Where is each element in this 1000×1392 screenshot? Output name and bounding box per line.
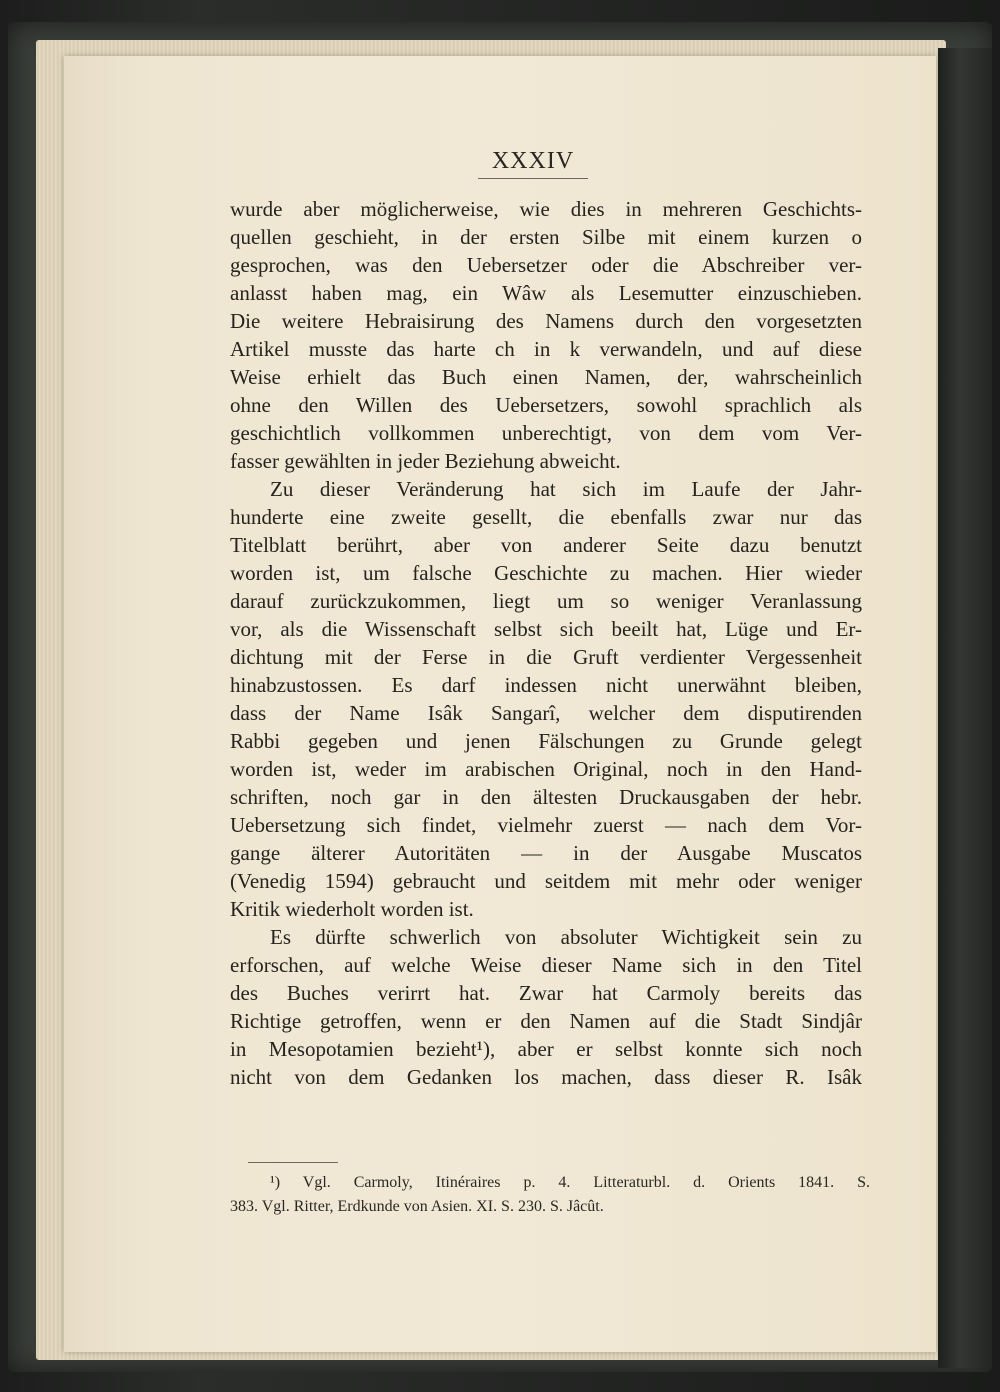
footnote-rule <box>248 1162 338 1163</box>
text-line: hunderte eine zweite gesellt, die ebenfalls zwar nur das <box>230 505 862 529</box>
text-line: (Venedig 1594) gebraucht und seitdem mit mehr oder weniger <box>230 869 862 893</box>
text-line: geschichtlich vollkommen unberechtigt, von dem vom Ver- <box>230 421 862 445</box>
page-number: XXXIV <box>491 148 575 174</box>
text-line: Kritik wiederholt worden ist. <box>230 897 474 921</box>
text-line: nicht von dem Gedanken los machen, dass dieser R. Isâk <box>230 1065 862 1089</box>
text-line: gesprochen, was den Uebersetzer oder die Abschreiber ver- <box>230 253 862 277</box>
text-line: schriften, noch gar in den ältesten Druckausgaben der hebr. <box>230 785 862 809</box>
text-line: Rabbi gegeben und jenen Fälschungen zu Grunde gelegt <box>230 729 862 753</box>
footnote-line: ¹) Vgl. Carmoly, Itinéraires p. 4. Litteraturbl. d. Orients 1841. S. <box>270 1174 870 1191</box>
footnote-line: 383. Vgl. Ritter, Erdkunde von Asien. XI. S. 230. S. Jâcût. <box>230 1198 604 1215</box>
text-line: worden ist, um falsche Geschichte zu machen. Hier wieder <box>230 561 862 585</box>
text-line: vor, als die Wissenschaft selbst sich beeilt hat, Lüge und Er- <box>230 617 862 641</box>
text-line: Richtige getroffen, wenn er den Namen auf die Stadt Sindjâr <box>230 1009 862 1033</box>
text-line: Weise erhielt das Buch einen Namen, der, wahrscheinlich <box>230 365 862 389</box>
text-line: Die weitere Hebraisirung des Namens durch den vorgesetzten <box>230 309 862 333</box>
text-line: worden ist, weder im arabischen Original, noch in den Hand- <box>230 757 862 781</box>
text-line: quellen geschieht, in der ersten Silbe mit einem kurzen o <box>230 225 862 249</box>
text-line: ohne den Willen des Uebersetzers, sowohl sprachlich als <box>230 393 862 417</box>
text-line: hinabzustossen. Es darf indessen nicht unerwähnt bleiben, <box>230 673 862 697</box>
text-line: anlasst haben mag, ein Wâw als Lesemutter einzuschieben. <box>230 281 862 305</box>
text-line: wurde aber möglicherweise, wie dies in mehreren Geschichts- <box>230 197 862 221</box>
text-line: Titelblatt berührt, aber von anderer Seite dazu benutzt <box>230 533 862 557</box>
text-line: Es dürfte schwerlich von absoluter Wichtigkeit sein zu <box>270 925 862 949</box>
text-line: darauf zurückzukommen, liegt um so weniger Veranlassung <box>230 589 862 613</box>
text-line: gange älterer Autoritäten — in der Ausgabe Muscatos <box>230 841 862 865</box>
page-number-rule <box>478 178 588 179</box>
text-line: fasser gewählten in jeder Beziehung abweicht. <box>230 449 621 473</box>
text-line: Artikel musste das harte ch in k verwandeln, und auf diese <box>230 337 862 361</box>
text-line: Zu dieser Veränderung hat sich im Laufe der Jahr- <box>270 477 862 501</box>
text-line: dass der Name Isâk Sangarî, welcher dem disputirenden <box>230 701 862 725</box>
text-line: des Buches verirrt hat. Zwar hat Carmoly bereits das <box>230 981 862 1005</box>
text-line: dichtung mit der Ferse in die Gruft verdienter Vergessenheit <box>230 645 862 669</box>
text-line: in Mesopotamien bezieht¹), aber er selbst konnte sich noch <box>230 1037 862 1061</box>
right-cover-board <box>938 48 992 1368</box>
text-line: erforschen, auf welche Weise dieser Name sich in den Titel <box>230 953 862 977</box>
text-line: Uebersetzung sich findet, vielmehr zuerst — nach dem Vor- <box>230 813 862 837</box>
